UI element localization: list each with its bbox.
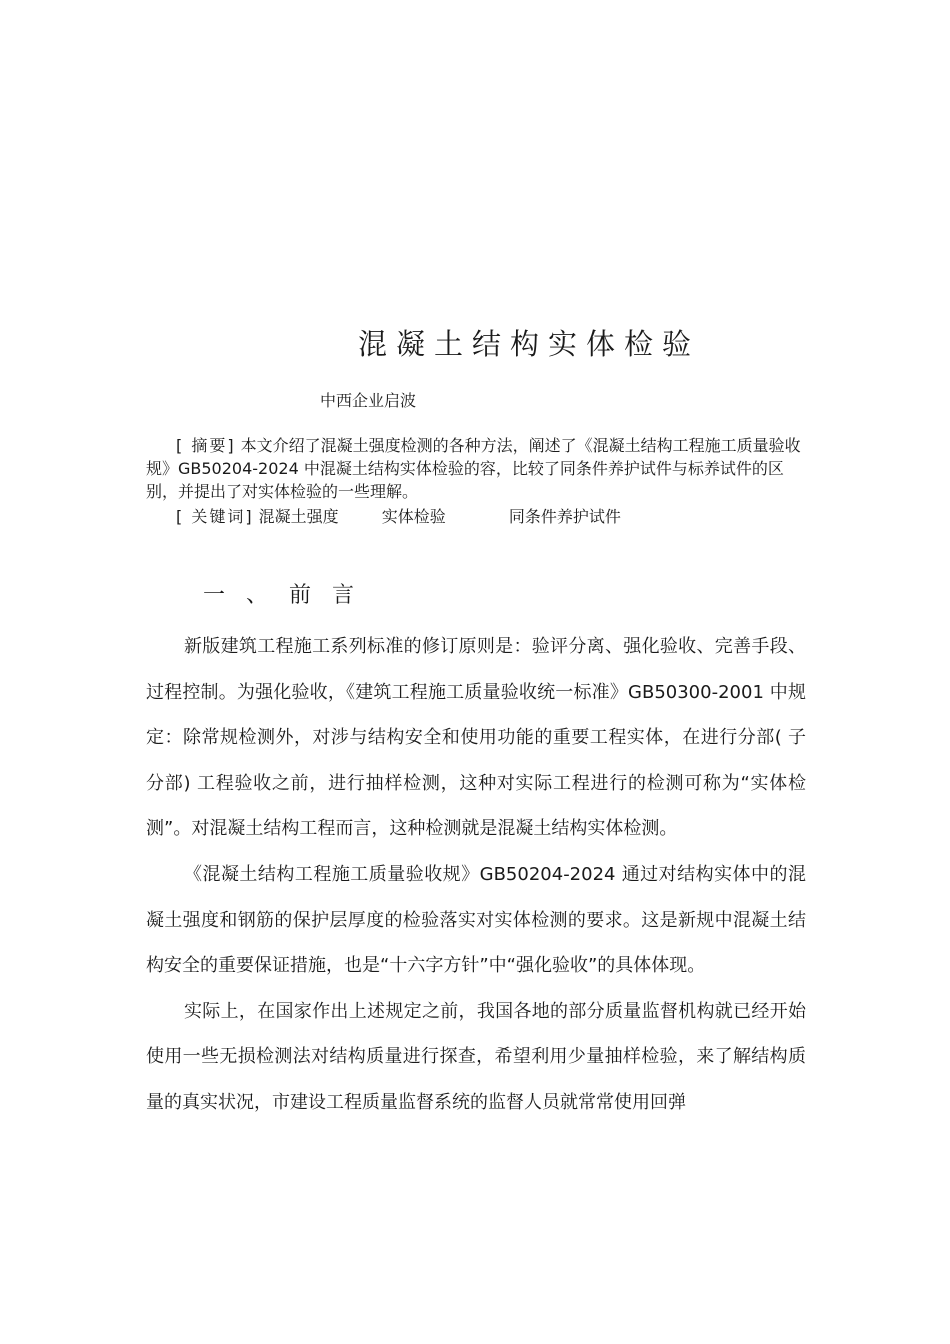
document-title: 混凝土结构实体检验 (358, 327, 701, 361)
keyword-item: 实体检验 (381, 507, 446, 526)
body-text (146, 624, 806, 1126)
keywords-label: [ 关键词] (176, 507, 254, 526)
keyword-item: 同条件养护试件 (508, 507, 621, 526)
keyword-item: 混凝土强度 (258, 507, 339, 526)
abstract-label: [ 摘要] (176, 436, 236, 455)
abstract-block (146, 434, 808, 503)
keywords-line (176, 505, 621, 528)
body-paragraph: 《混凝土结构工程施工质量验收规》GB50204-2024 通过对结构实体中的混凝土强度和钢筋的保护层厚度的检验落实对实体检测的要求。这是新规中混凝土结构安全的重要保证措施，也是“十六字方针”中“强化验收”的具体体现。 (146, 863, 806, 977)
author-line: 中西企业启波 (320, 391, 417, 410)
body-paragraph: 新版建筑工程施工系列标准的修订原则是：验评分离、强化验收、完善手段、过程控制。为强化验收，《建筑工程施工质量验收统一标准》GB50300-2001 中规定：除常规检测外，对涉与结构安全和使用功能的重要工程实体，在进行分部( 子分部) 工程验收之前，进行抽样检测，这种对实际工程进行的检测可称为“实体检测”。对混凝土结构工程而言，这种检测就是混凝土结构实体检测。 (146, 636, 806, 840)
section-heading: 一、前言 (203, 583, 376, 608)
abstract-text: 本文介绍了混凝土强度检测的各种方法，阐述了《混凝土结构工程施工质量验收规》GB50204-2024 中混凝土结构实体检验的容，比较了同条件养护试件与标养试件的区别，并提出了对实体检验的一些理解。 (146, 436, 801, 501)
body-paragraph: 实际上，在国家作出上述规定之前，我国各地的部分质量监督机构就已经开始使用一些无损检测法对结构质量进行探查，希望利用少量抽样检验，来了解结构质量的真实状况，市建设工程质量监督系统的监督人员就常常使用回弹 (146, 1000, 806, 1113)
abstract-paragraph (146, 434, 808, 503)
